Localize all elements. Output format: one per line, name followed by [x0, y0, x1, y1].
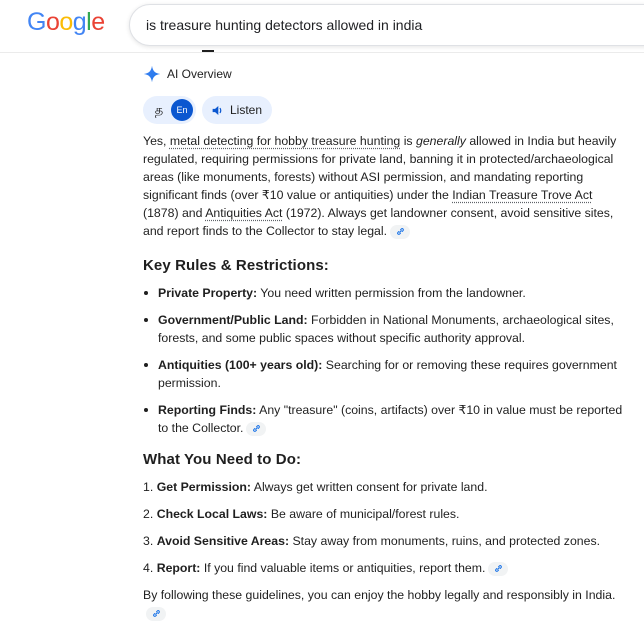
list-item [143, 401, 623, 437]
listen-button[interactable] [202, 96, 272, 124]
rule-text: Forbidden in National Monuments, archaeological sites, forests, and some public spaces without specific authority approval. [158, 313, 614, 345]
step-text: Be aware of municipal/forest rules. [267, 507, 460, 521]
ai-overview-title: AI Overview [167, 67, 232, 81]
lang-tamil-option[interactable]: த [154, 101, 164, 117]
list-item [143, 478, 623, 496]
logo-letter: o [45, 8, 60, 36]
section-title-what-to-do: What You Need to Do: [143, 451, 302, 468]
rule-text: Any "treasure" (coins, artifacts) over ₹10 in value must be reported to the Collector. [158, 403, 623, 435]
list-item [143, 356, 623, 392]
ai-sparkle-icon [143, 65, 161, 83]
logo-letter: o [59, 8, 73, 36]
ai-overview [143, 60, 623, 622]
rules-list [143, 284, 623, 437]
step-text: Stay away from monuments, ruins, and protected zones. [289, 534, 601, 548]
closing-paragraph [143, 586, 623, 622]
rule-label: Reporting Finds: [158, 403, 257, 417]
logo-letter: G [27, 8, 46, 36]
source-link-button[interactable] [146, 607, 166, 621]
rule-text: Searching for or removing these requires government permission. [158, 358, 617, 390]
step-label: Check Local Laws: [156, 507, 268, 521]
intro-text: allowed in India but heavily regulated, requiring permissions for private land, banning it in protected/archaeological areas (like monuments, forests) without ASI permission, and mandating reporting significant finds (over ₹10 value or antiquities) under the [143, 134, 617, 202]
rule-label: Antiquities (100+ years old): [158, 358, 323, 372]
rule-text: You need written permission from the landowner. [257, 286, 526, 300]
step-number: 4. [143, 561, 154, 575]
overview-controls [143, 96, 623, 124]
source-link-button[interactable] [390, 225, 410, 239]
intro-link-treasure-trove-act[interactable]: Indian Treasure Trove Act [452, 188, 593, 202]
google-logo[interactable] [27, 8, 105, 37]
step-label: Avoid Sensitive Areas: [156, 534, 290, 548]
header-divider [0, 52, 644, 53]
source-link-button[interactable] [488, 562, 508, 576]
list-item [143, 559, 623, 577]
intro-text: (1972). Always get landowner consent, avoid sensitive sites, and report finds to the Collector to stay legal. [143, 206, 614, 238]
list-item [143, 505, 623, 523]
language-toggle[interactable] [143, 96, 196, 124]
closing-text: By following these guidelines, you can enjoy the hobby legally and responsibly in India. [143, 588, 616, 602]
header [0, 0, 644, 52]
steps-list [143, 478, 623, 577]
lang-english-option[interactable]: En [171, 99, 193, 121]
speaker-icon [211, 104, 224, 117]
intro-link-metal-detecting[interactable]: metal detecting for hobby treasure hunting [169, 134, 401, 148]
link-icon [252, 424, 261, 433]
rule-label: Government/Public Land: [158, 313, 308, 327]
rule-label: Private Property: [158, 286, 258, 300]
intro-link-antiquities-act[interactable]: Antiquities Act [205, 206, 283, 220]
ai-overview-header [143, 60, 623, 88]
logo-letter: g [72, 8, 87, 36]
step-label: Get Permission: [156, 480, 251, 494]
intro-text: is [400, 134, 416, 148]
source-link-button[interactable] [246, 422, 266, 436]
search-input[interactable]: is treasure hunting detectors allowed in india [146, 17, 423, 33]
step-number: 1. [143, 480, 154, 494]
list-item [143, 284, 623, 302]
list-item [143, 311, 623, 347]
step-number: 3. [143, 534, 154, 548]
step-text: If you find valuable items or antiquities, report them. [200, 561, 486, 575]
intro-emphasis: generally [416, 134, 466, 148]
link-icon [396, 227, 405, 236]
link-icon [494, 564, 503, 573]
logo-letter: e [91, 8, 105, 36]
section-title-key-rules: Key Rules & Restrictions: [143, 257, 329, 274]
step-number: 2. [143, 507, 154, 521]
logo-letter: l [86, 8, 92, 36]
listen-label: Listen [230, 103, 263, 117]
link-icon [152, 609, 161, 618]
search-box[interactable] [129, 4, 644, 46]
intro-text: (1878) and [143, 206, 206, 220]
list-item [143, 532, 623, 550]
overview-intro [143, 132, 623, 240]
active-tab-indicator [202, 50, 214, 52]
step-text: Always get written consent for private land. [251, 480, 488, 494]
step-label: Report: [156, 561, 201, 575]
intro-text: Yes, [143, 134, 170, 148]
